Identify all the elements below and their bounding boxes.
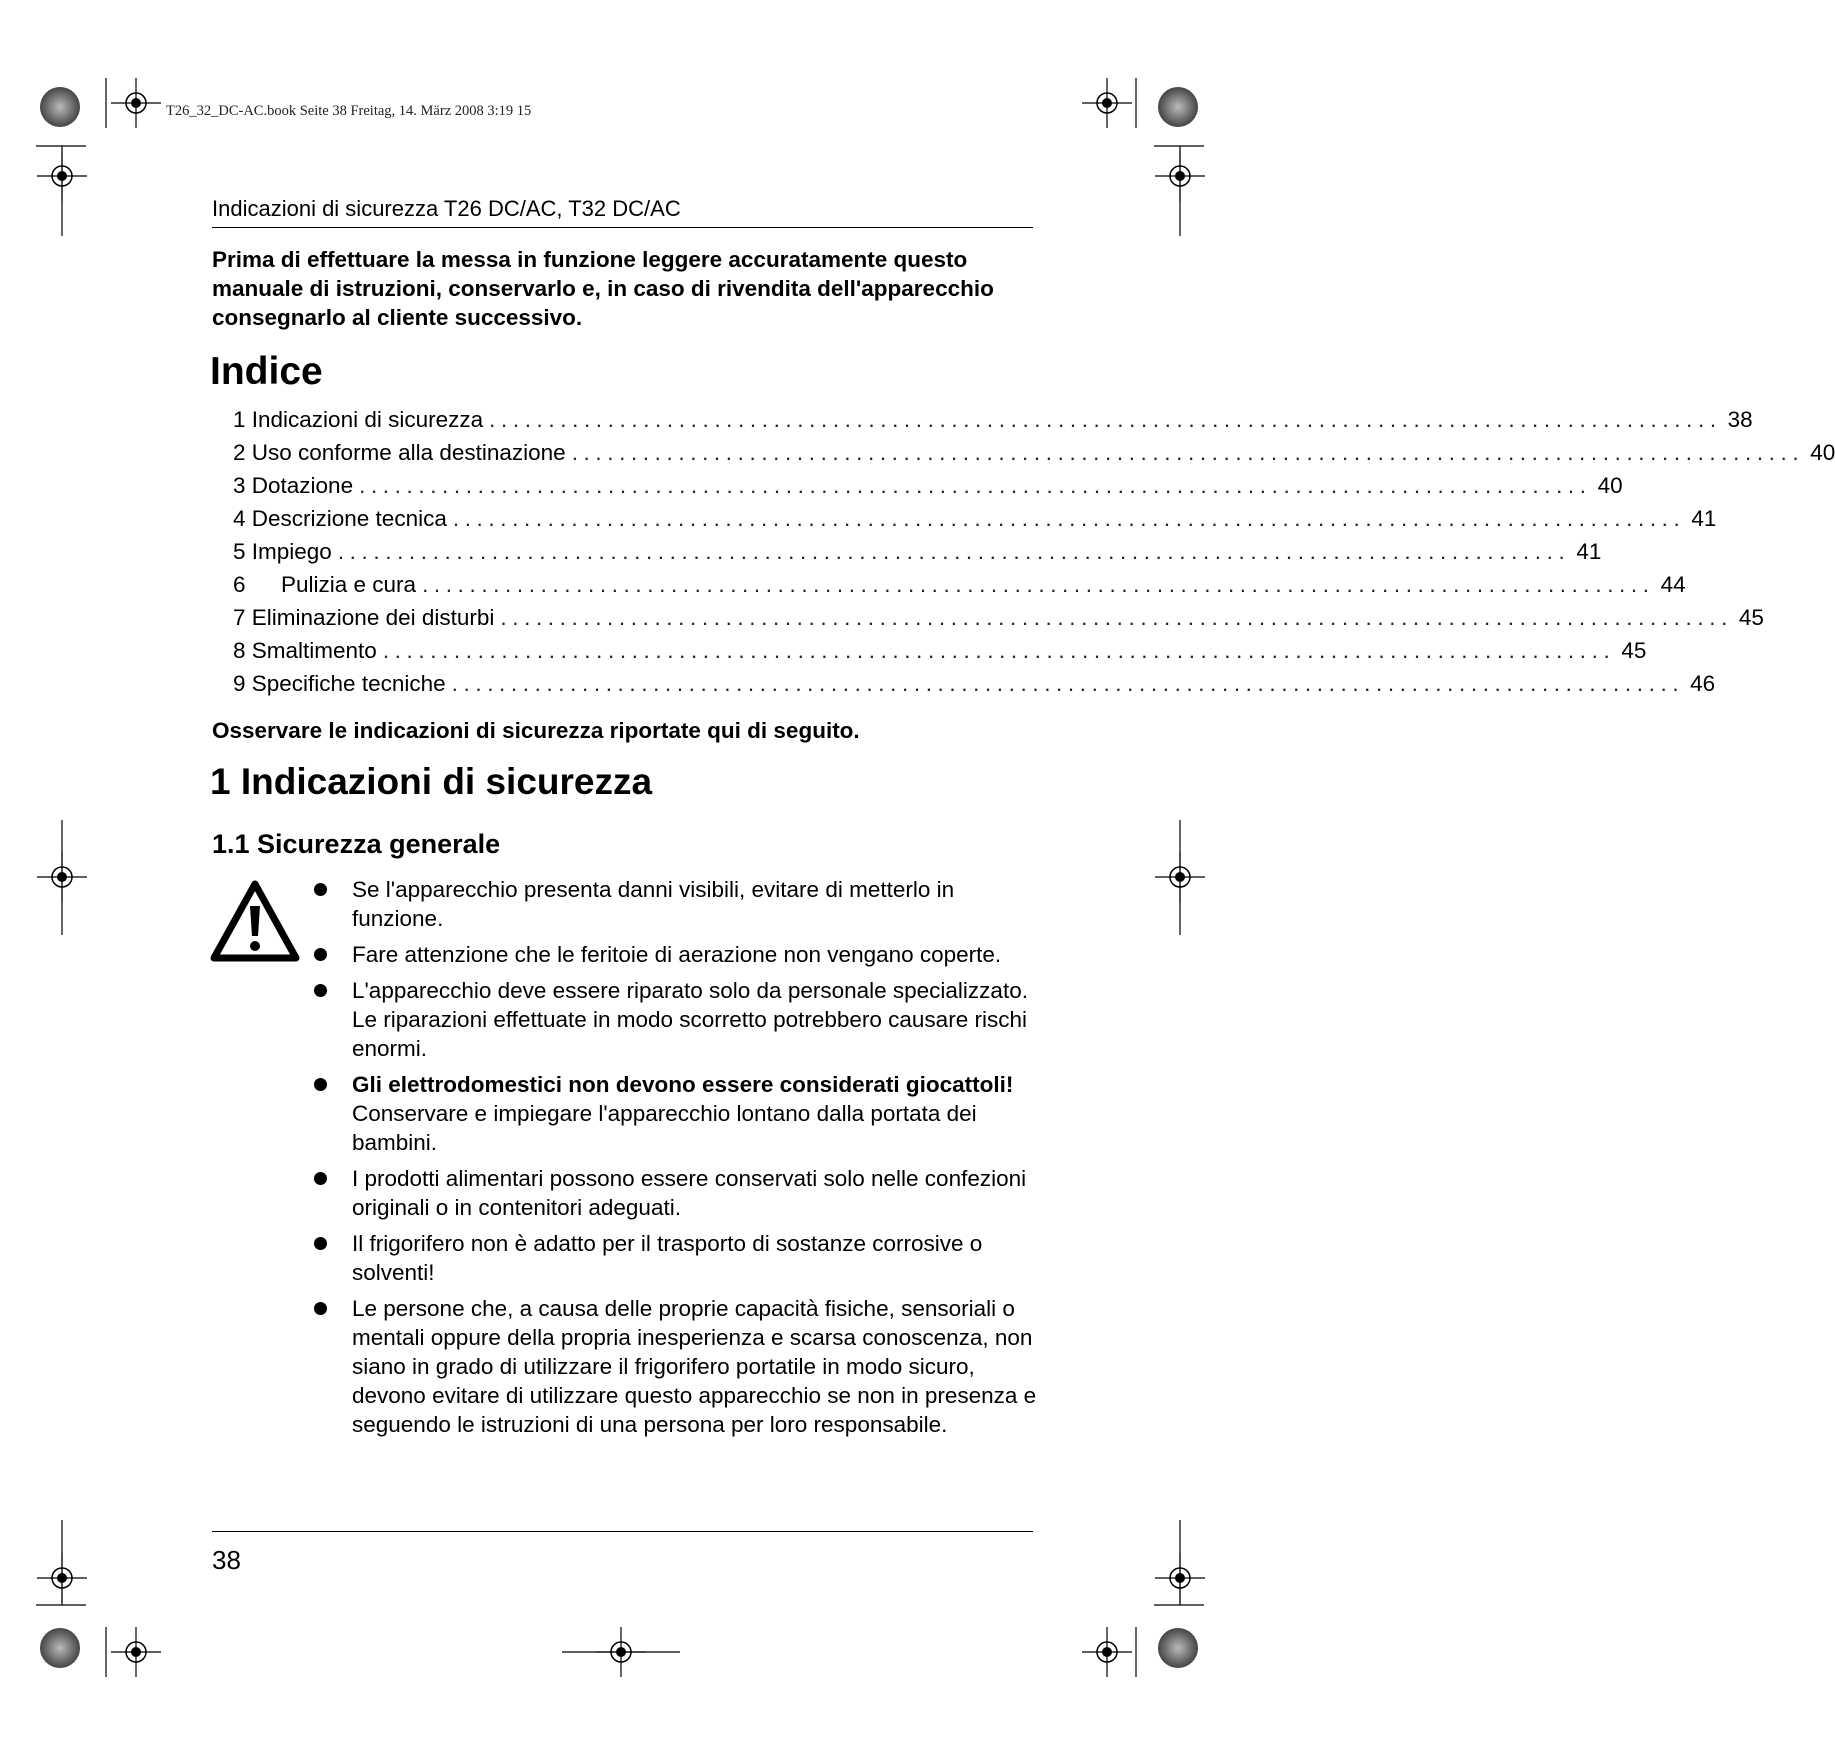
color-dial-bottom-right — [1158, 1628, 1198, 1668]
color-dial-top-right — [1158, 87, 1198, 127]
toc-entry-label: 9 Specifiche tecniche — [233, 671, 446, 696]
toc-entry-page: 45 — [1621, 638, 1647, 663]
toc-leader: ........................................................................................................ — [451, 671, 1685, 696]
print-header: T26_32_DC-AC.book Seite 38 Freitag, 14. März 2008 3:19 15 — [166, 103, 532, 119]
list-item-text: Fare attenzione che le feritoie di aerazione non vengano coperte. — [352, 942, 1002, 967]
toc-entry[interactable] — [233, 506, 1717, 539]
toc-entry-label: 4 Descrizione tecnica — [233, 506, 447, 531]
toc-entry-label: 7 Eliminazione dei disturbi — [233, 605, 495, 630]
toc-entry-page: 41 — [1691, 506, 1717, 531]
toc-entry-label: 8 Smaltimento — [233, 638, 377, 663]
toc-entry-text: Pulizia e cura — [281, 572, 417, 597]
toc-leader: ........................................................................................................ — [452, 506, 1686, 531]
running-head: Indicazioni di sicurezza T26 DC/AC, T32 DC/AC — [212, 196, 681, 221]
toc-entry-page: 44 — [1660, 572, 1686, 597]
list-item — [352, 976, 1042, 1063]
toc-entry-page: 45 — [1738, 605, 1764, 630]
toc-entry-label: 2 Uso conforme alla destinazione — [233, 440, 566, 465]
toc-entry-label: 1 Indicazioni di sicurezza — [233, 407, 484, 432]
toc-entry-page: 40 — [1810, 440, 1835, 465]
list-item-text: I prodotti alimentari possono essere conservati solo nelle confezioni originali o in contenitori adeguati. — [352, 1166, 1027, 1220]
safety-list — [352, 875, 1042, 1446]
toc-leader: ........................................................................................................ — [382, 638, 1616, 663]
bullet-icon — [314, 1172, 327, 1185]
table-of-contents — [233, 407, 1835, 704]
toc-leader: ........................................................................................................ — [489, 407, 1722, 432]
list-item — [352, 875, 1042, 933]
list-item — [352, 1164, 1042, 1222]
toc-entry[interactable] — [233, 440, 1835, 473]
toc-entry-label: 5 Impiego — [233, 539, 332, 564]
toc-leader: ........................................................................................................ — [337, 539, 1571, 564]
color-dial-top-left — [40, 87, 80, 127]
color-dial-bottom-left — [40, 1628, 80, 1668]
toc-leader: ........................................................................................................ — [422, 572, 1655, 597]
list-item — [352, 940, 1042, 969]
list-item — [352, 1294, 1042, 1439]
toc-leader: ........................................................................................................ — [571, 440, 1805, 465]
bullet-icon — [314, 883, 327, 896]
toc-leader: ........................................................................................................ — [359, 473, 1592, 498]
toc-entry[interactable] — [233, 605, 1764, 638]
toc-entry[interactable] — [233, 407, 1753, 440]
toc-entry-label — [233, 572, 416, 598]
bullet-icon — [314, 984, 327, 997]
safety-observe-note: Osservare le indicazioni di sicurezza riportate qui di seguito. — [212, 718, 860, 743]
toc-entry[interactable] — [233, 638, 1647, 671]
toc-entry[interactable] — [233, 671, 1716, 704]
list-item-text: Il frigorifero non è adatto per il trasporto di sostanze corrosive o solventi! — [352, 1231, 983, 1285]
section-title: 1 Indicazioni di sicurezza — [210, 761, 653, 802]
list-item-text: Conservare e impiegare l'apparecchio lontano dalla portata dei bambini. — [352, 1101, 977, 1155]
subsection-title: 1.1 Sicurezza generale — [212, 829, 501, 859]
bullet-icon — [314, 948, 327, 961]
toc-leader: ........................................................................................................ — [500, 605, 1733, 630]
list-item-text: Se l'apparecchio presenta danni visibili, evitare di metterlo in funzione. — [352, 877, 955, 931]
toc-entry-label: 3 Dotazione — [233, 473, 354, 498]
list-item — [352, 1229, 1042, 1287]
list-item-text: L'apparecchio deve essere riparato solo da personale specializzato. Le riparazioni effettuate in modo scorretto potrebbero causare rischi enormi. — [352, 978, 1028, 1061]
toc-entry-page: 38 — [1727, 407, 1753, 432]
toc-entry-page: 40 — [1597, 473, 1623, 498]
toc-entry-number: 6 — [233, 572, 246, 597]
bullet-icon — [314, 1302, 327, 1315]
toc-entry[interactable] — [233, 572, 1686, 605]
toc-entry-page: 41 — [1576, 539, 1602, 564]
toc-title: Indice — [210, 350, 323, 393]
toc-entry[interactable] — [233, 473, 1623, 506]
bullet-icon — [314, 1078, 327, 1091]
list-item — [352, 1070, 1042, 1157]
warning-triangle-icon — [210, 880, 300, 962]
bullet-icon — [314, 1237, 327, 1250]
header-rule — [212, 227, 1033, 228]
toc-entry[interactable] — [233, 539, 1602, 572]
page-number: 38 — [212, 1545, 241, 1575]
list-item-bold: Gli elettrodomestici non devono essere considerati giocattoli! — [352, 1072, 1014, 1097]
toc-entry-page: 46 — [1690, 671, 1716, 696]
list-item-text: Le persone che, a causa delle proprie capacità fisiche, sensoriali o mentali oppure della propria inesperienza e scarsa conoscenza, non siano in grado di utilizzare il frigorifero portatile in modo sicuro, devono evitare di utilizzare questo apparecchio se non in presenza e seguendo le istruzioni di una persona per loro responsabile. — [352, 1296, 1037, 1437]
intro-paragraph: Prima di effettuare la messa in funzione leggere accuratamente questo manuale di istruzioni, conservarlo e, in caso di rivendita dell'apparecchio consegnarlo al cliente successivo. — [212, 247, 994, 330]
footer-rule — [212, 1531, 1033, 1532]
